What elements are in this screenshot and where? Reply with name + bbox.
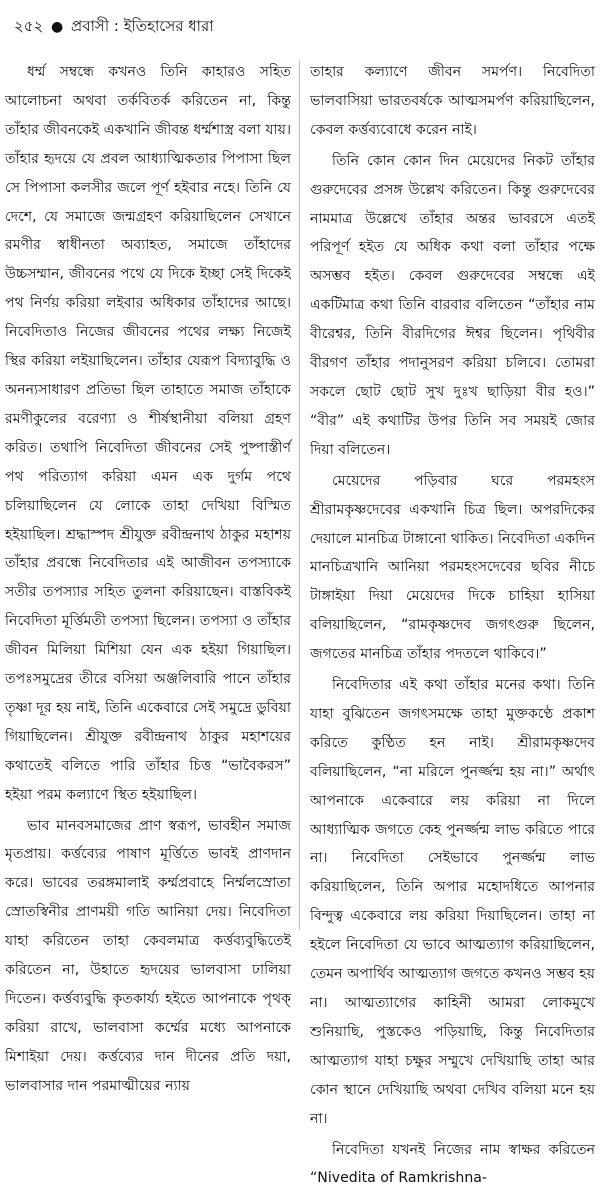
column-divider	[299, 60, 300, 930]
paragraph: মেয়েদের পড়িবার ঘরে পরমহংস শ্রীরামকৃষ্ণদেবের একখানি চিত্র ছিল। অপরদিকের দেয়ালে মানচিত্র টাঙ্গানো থাকিত। নিবেদিতা একদিন মানচিত্রখানি আনিয়া পরমহংসদেবের ছবির নীচে টাঙ্গাইয়া দিয়া মেয়েদের দিকে চাহিয়া হাসিয়া বলিয়াছিলেন, “রামকৃষ্ণদেব জগৎগুরু ছিলেন, জগতের মানচিত্র তাঁহার পদতলে থাকিবে।”	[310, 472, 595, 663]
paragraph: নিবেদিতার এই কথা তাঁহার মনের কথা। তিনি যাহা বুঝিতেন জগৎসমক্ষে তাহা মুক্তকণ্ঠে প্রকাশ করিতে কুণ্ঠিত হন নাই। শ্রীরামকৃষ্ণদেব বলিয়াছিলেন, “না মরিলে পুনর্জ্জন্ম হয় না।” অর্থাৎ আপনাকে একেবারে লয় করিয়া না দিলে আধ্যাত্মিক জগতে কেহ পুনর্জ্জন্ম লাভ করিতে পারে না। নিবেদিতা সেইভাবে পুনর্জ্জন্ম লাভ করিয়াছিলেন, তিনি অপার মহোদধিতে আপনার বিন্দুত্ব একেবারে লয় করিয়া দিয়াছিলেন। তাহা না হইলে নিবেদিতা যে ভাবে আত্মত্যাগ করিয়াছিলেন, তেমন অপার্থিব আত্মত্যাগ জগতে কখনও সম্ভব হয় না। আত্মত্যাগের কাহিনী আমরা লোকমুখে শুনিয়াছি, পুস্তকেও পড়িয়াছি, কিন্তু নিবেদিতার আত্মত্যাগ যাহা চক্ষুর সম্মুখে দেখিয়াছি তাহা আর কোন স্থানে দেখিয়াছি অথবা দেখিব বলিয়া মনে হয় না।	[310, 677, 595, 1127]
page-number: ২৫২	[14, 17, 44, 35]
paragraph: ভাব মানবসমাজের প্রাণ স্বরূপ, ভাবহীন সমাজ মৃতপ্রায়। কর্ত্তব্যের পাষাণ মূর্ত্তিতে ভাবই প্রাণদান করে। ভাবের তরঙ্গমালাই কর্ম্মপ্রবাহে নির্ম্মলস্রোতা স্রোতস্বিনীর প্রাণময়ী গতি আনিয়া দেয়। নিবেদিতা যাহা করিতেন তাহা কেবলমাত্র কর্ত্তব্যবুদ্ধিতেই করিতেন না, উহাতে হৃদয়ের ভালবাসা ঢালিয়া দিতেন। কর্ত্তব্যবুদ্ধি কৃতকার্য্য হইতে আপনাকে পৃথক্ করিয়া রাখে, ভালবাসা কর্ম্মের মধ্যে আপনাকে মিশাইয়া দেয়। কর্ত্তব্যের দান দীনের প্রতি দয়া, ভালবাসার দান পরমাত্মীয়ের ন্যায়	[5, 817, 291, 1094]
bullet-icon: ●	[51, 19, 64, 35]
left-column	[5, 58, 291, 1094]
page-header	[14, 14, 586, 40]
paragraph: নিবেদিতা যখনই নিজের নাম স্বাক্ষর করিতেন “Nivedita of Ramkrishna-	[310, 1141, 595, 1187]
paragraph: ধর্ম্ম সম্বন্ধে কখনও তিনি কাহারও সহিত আলোচনা অথবা তর্কবিতর্ক করিতেন না, কিন্তু তাঁহার জীবনকেই একখানি জীবন্ত ধর্ম্মশাস্ত্র বলা যায়। তাঁহার হৃদয়ে যে প্রবল আধ্যাত্মিকতার পিপাসা ছিল সে পিপাসা কলসীর জলে পূর্ণ হইবার নহে। তিনি যে দেশে, যে সমাজে জন্মগ্রহণ করিয়াছিলেন সেখানে রমণীর স্বাধীনতা অব্যাহত, সমাজে তাঁহাদের উচ্চসম্মান, জীবনের পথে যে দিকে ইচ্ছা সেই দিকেই পথ নির্ণয় করিয়া লইবার অধিকার তাঁহাদের আছে। নিবেদিতাও নিজের জীবনের পথের লক্ষ্য নিজেই স্থির করিয়া লইয়াছিলেন। তাঁহার যেরূপ বিদ্যাবুদ্ধি ও অনন্যসাধারণ প্রতিভা ছিল তাহাতে সমাজ তাঁহাকে রমণীকুলের বরেণ্যা ও শীর্ষস্থানীয়া বলিয়া গ্রহণ করিত। তথাপি নিবেদিতা জীবনের সেই পুষ্পাস্তীর্ণ পথ পরিত্যাগ করিয়া এমন এক দুর্গম পথে চলিয়াছিলেন যে লোকে তাহা দেখিয়া বিস্মিত হইয়াছিল। শ্রদ্ধাস্পদ শ্রীযুক্ত রবীন্দ্রনাথ ঠাকুর মহাশয় তাঁহার প্রবন্ধে নিবেদিতার এই আজীবন তপস্যাকে সতীর তপস্যার সহিত তুলনা করিয়াছেন। বাস্তবিকই নিবেদিতা মূর্ত্তিমতী তপস্যা ছিলেন। তপস্যা ও তাঁহার জীবন মিলিয়া মিশিয়া যেন এক হইয়া গিয়াছিল। তপঃসমুদ্রের তীরে বসিয়া অঞ্জলিবারি পানে তাঁহার তৃষ্ণা দূর হয় নাই, তিনি একেবারে সেই সমুদ্রে ডুবিয়া গিয়াছিলেন। শ্রীযুক্ত রবীন্দ্রনাথ ঠাকুর মহাশয়ের কথাতেই বলিতে পারি তাঁহার চিত্ত “ভাবৈকরস” হইয়া পরম কল্যাণে স্থিত হইয়াছিল।	[5, 64, 291, 803]
paragraph: তাহার কল্যাণে জীবন সমর্পণ। নিবেদিতা ভালবাসিয়া ভারতবর্ষকে আত্মসমর্পণ করিয়াছিলেন, কেবল কর্ত্তব্যবোধে করেন নাই।	[310, 64, 595, 138]
paragraph: তিনি কোন কোন দিন মেয়েদের নিকট তাঁহার গুরুদেবের প্রসঙ্গ উল্লেখ করিতেন। কিন্তু গুরুদেবের নামমাত্র উল্লেখে তাঁহার অন্তর ভাবরসে এতই পরিপূর্ণ হইত যে অধিক কথা বলা তাঁহার পক্ষে অসম্ভব হইত। কেবল গুরুদেবের সম্বন্ধে এই একটিমাত্র কথা তিনি বারবার বলিতেন “তাঁহার নাম বীরেশ্বর, তিনি বীরদিগের ঈশ্বর ছিলেন। পৃথিবীর বীরগণ তাঁহার পদানুসরণ করিয়া চলিবে। তোমরা সকলে ছোট ছোট সুখ দুঃখ ছাড়িয়া বীর হও।” “বীর” এই কথাটির উপর তিনি সব সময়ই জোর দিয়া বলিতেন।	[310, 152, 595, 458]
running-title: প্রবাসী : ইতিহাসের ধারা	[71, 17, 214, 35]
right-column	[310, 58, 595, 1187]
